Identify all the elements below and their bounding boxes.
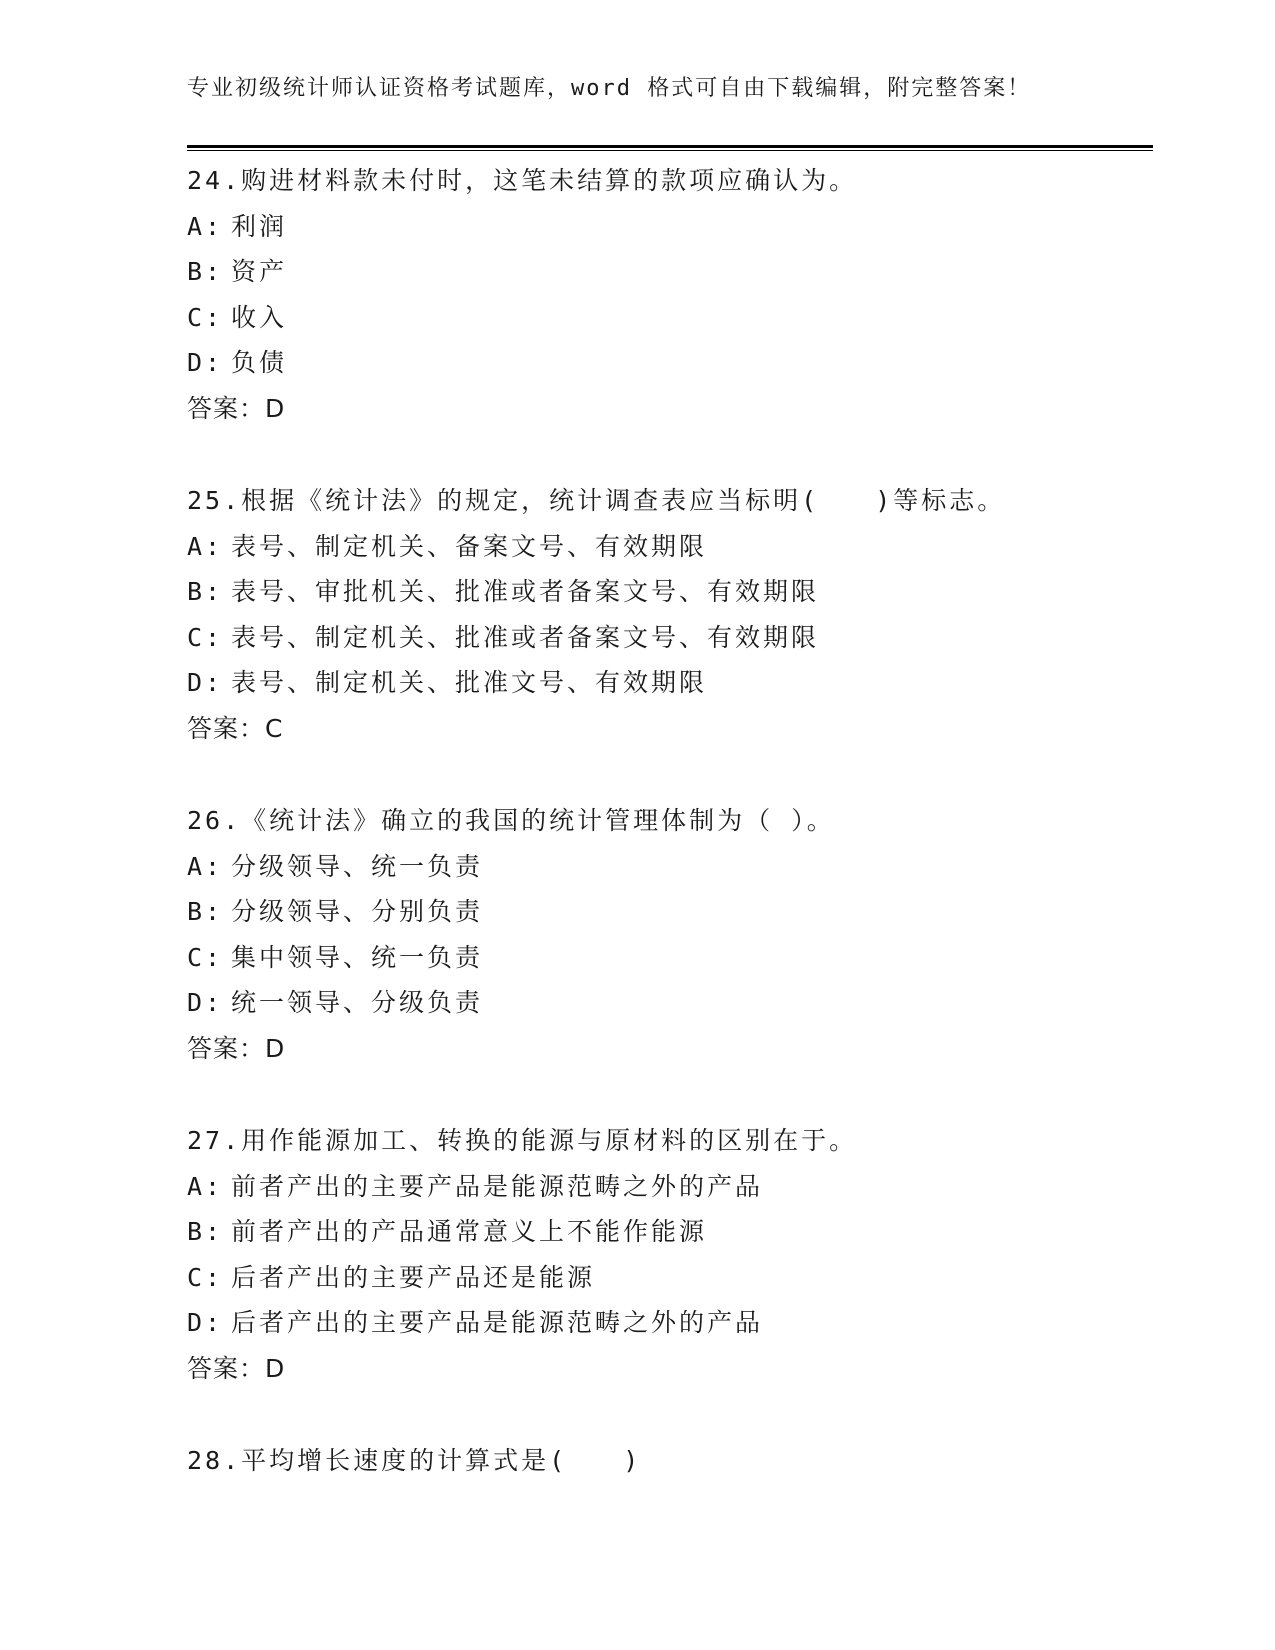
page-header: 专业初级统计师认证资格考试题库，word 格式可自由下载编辑，附完整答案！: [187, 76, 1032, 101]
option-text: 资产: [231, 257, 288, 286]
option-key: A:: [187, 851, 224, 881]
option-c: [187, 615, 1153, 661]
answer-line: 答案：C: [187, 713, 284, 743]
question-27: [187, 1118, 1153, 1391]
option-text: 表号、审批机关、批准或者备案文号、有效期限: [231, 577, 820, 606]
question-stem: 26.《统计法》确立的我国的统计管理体制为（ ）。: [187, 806, 835, 835]
option-b: [187, 889, 1153, 935]
option-a: [187, 524, 1153, 570]
option-text: 前者产出的主要产品是能源范畴之外的产品: [231, 1171, 764, 1201]
option-text: 表号、制定机关、批准或者备案文号、有效期限: [231, 622, 820, 652]
option-key: A:: [187, 531, 224, 561]
answer-line: 答案：D: [187, 1033, 286, 1063]
option-a: [187, 1164, 1153, 1210]
option-key: D:: [187, 988, 224, 1017]
question-gap: [187, 751, 1153, 798]
option-d: [187, 660, 1153, 706]
header-divider-thick: [187, 145, 1153, 148]
question-stem: 25.根据《统计法》的规定，统计调查表应当标明( )等标志。: [187, 486, 1006, 515]
option-text: 分级领导、统一负责: [231, 851, 484, 881]
option-b: [187, 569, 1153, 615]
option-c: [187, 1255, 1153, 1301]
option-text: 收入: [231, 302, 288, 332]
option-key: C:: [187, 942, 224, 972]
option-d: [187, 1300, 1153, 1346]
question-28: [187, 1438, 1153, 1484]
option-key: C:: [187, 622, 224, 652]
question-24: [187, 158, 1153, 431]
option-text: 利润: [231, 211, 288, 241]
option-key: C:: [187, 1262, 224, 1292]
question-stem: 24.购进材料款未付时，这笔未结算的款项应确认为。: [187, 166, 858, 195]
option-key: C:: [187, 302, 224, 332]
question-list: [187, 158, 1153, 1484]
option-key: A:: [187, 1171, 224, 1201]
question-gap: [187, 1071, 1153, 1118]
question-gap: [187, 431, 1153, 478]
option-text: 后者产出的主要产品是能源范畴之外的产品: [231, 1308, 764, 1337]
option-key: A:: [187, 211, 224, 241]
question-stem: 27.用作能源加工、转换的能源与原材料的区别在于。: [187, 1126, 858, 1155]
option-text: 表号、制定机关、批准文号、有效期限: [231, 668, 708, 697]
option-key: D:: [187, 668, 224, 697]
option-a: [187, 844, 1153, 890]
option-c: [187, 295, 1153, 341]
option-b: [187, 249, 1153, 295]
option-key: B:: [187, 577, 224, 606]
option-text: 集中领导、统一负责: [231, 942, 484, 972]
answer-line: 答案：D: [187, 393, 286, 423]
option-text: 后者产出的主要产品还是能源: [231, 1262, 596, 1292]
header-divider-thin: [187, 150, 1153, 151]
option-text: 负债: [231, 348, 288, 377]
question-25: [187, 478, 1153, 751]
question-stem: 28.平均增长速度的计算式是( ): [187, 1446, 642, 1475]
option-c: [187, 935, 1153, 981]
option-key: D:: [187, 348, 224, 377]
option-key: D:: [187, 1308, 224, 1337]
option-key: B:: [187, 257, 224, 286]
option-text: 分级领导、分别负责: [231, 897, 484, 926]
question-gap: [187, 1391, 1153, 1438]
answer-line: 答案：D: [187, 1353, 286, 1383]
option-b: [187, 1209, 1153, 1255]
option-d: [187, 340, 1153, 386]
question-26: [187, 798, 1153, 1071]
option-d: [187, 980, 1153, 1026]
option-key: B:: [187, 1217, 224, 1246]
option-text: 统一领导、分级负责: [231, 988, 484, 1017]
option-a: [187, 204, 1153, 250]
option-text: 表号、制定机关、备案文号、有效期限: [231, 531, 708, 561]
option-text: 前者产出的产品通常意义上不能作能源: [231, 1217, 708, 1246]
option-key: B:: [187, 897, 224, 926]
